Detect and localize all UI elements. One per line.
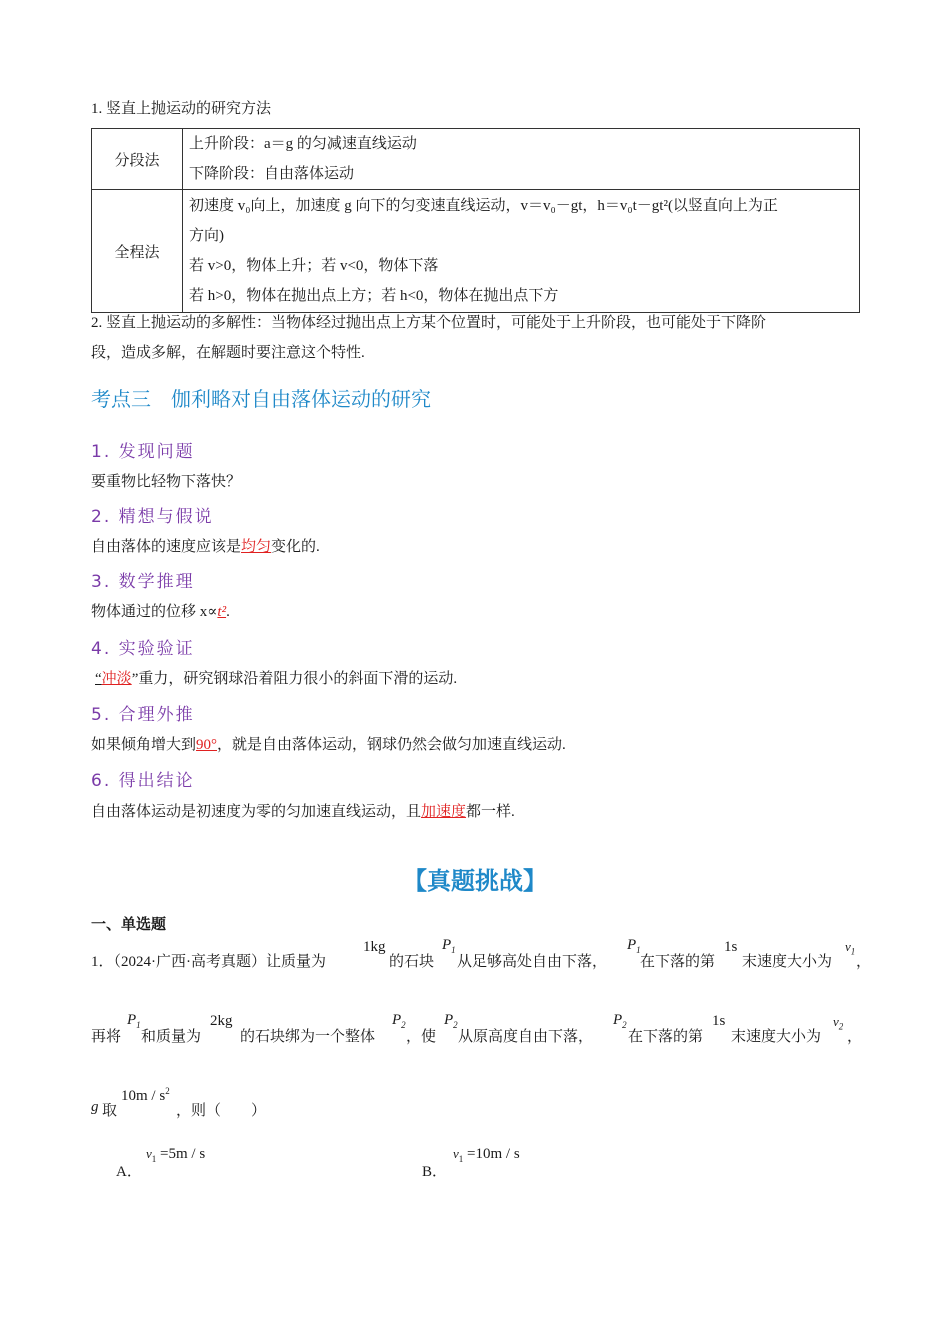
desc-line: 初速度 v₀向上，加速度 g 向下的匀变速直线运动，v＝v₀－gt，h＝v₀t－gt²(以竖直向上为正	[189, 198, 778, 214]
kaodian-item-text	[91, 801, 515, 823]
multi-solution-text-1: 2. 竖直上抛运动的多解性：当物体经过抛出点上方某个位置时，可能处于上升阶段，也可能处于下降阶	[91, 315, 767, 331]
subscript: 1	[136, 1020, 141, 1030]
option-value: =10m / s	[467, 1146, 520, 1162]
kaodian-item-label: 2. 精想与假说	[91, 507, 214, 527]
subscript: 1	[636, 945, 641, 955]
q-text: 再将	[91, 1029, 122, 1045]
p-letter: P	[627, 937, 637, 953]
superscript: 2	[165, 1086, 170, 1096]
time-1s: 1s	[712, 1013, 726, 1029]
q-text: ，使	[406, 1029, 437, 1045]
option-b-label[interactable]: B．	[422, 1164, 448, 1180]
g-value-text: 10m / s	[121, 1088, 166, 1104]
item-text: 要重物比轻物下落快？	[91, 474, 242, 490]
p-letter: P	[613, 1012, 623, 1028]
v-letter: v	[146, 1146, 152, 1161]
kaodian-item-text	[91, 668, 457, 690]
mass-1: 1kg	[363, 939, 386, 955]
q-text: 在下落的第	[628, 1029, 704, 1045]
desc-line: 下降阶段：自由落体运动	[189, 166, 355, 182]
section-label-single-choice: 一、单选题	[91, 915, 167, 933]
p2-symbol	[613, 1012, 627, 1030]
question-1-line-1	[91, 950, 326, 971]
item-text: ，就是自由落体运动，钢球仍然会做匀加速直线运动.	[217, 737, 566, 753]
item-text: 自由落体运动是初速度为零的匀加速直线运动，且	[91, 804, 422, 820]
method-desc	[183, 129, 860, 190]
fill-answer: 均匀	[241, 539, 272, 555]
subscript: 2	[622, 1020, 627, 1030]
kaodian-item-label: 6. 得出结论	[91, 771, 195, 791]
item-text: 如果倾角增大到	[91, 737, 197, 753]
mass-2: 2kg	[210, 1013, 233, 1029]
method-name: 分段法	[92, 129, 183, 190]
subscript: 1	[451, 945, 456, 955]
kaodian-item-text	[91, 536, 320, 558]
v1-symbol	[845, 939, 855, 957]
p-letter: P	[392, 1012, 402, 1028]
subscript: 2	[453, 1020, 458, 1030]
section-heading-methods: 1. 竖直上抛运动的研究方法	[91, 101, 272, 117]
q-text: 1．（2024·广西·高考真题）让质量为	[91, 954, 326, 970]
subscript: 2	[838, 1021, 844, 1032]
p1-symbol	[127, 1012, 141, 1030]
q-text: 在下落的第	[640, 954, 716, 970]
desc-line: 上升阶段：a＝g 的匀减速直线运动	[189, 136, 417, 152]
method-name: 全程法	[92, 190, 183, 313]
q-text: 的石块绑为一个整体	[240, 1029, 376, 1045]
p2-symbol	[444, 1012, 458, 1030]
item-text: ”重力，研究钢球沿着阻力很小的斜面下滑的运动.	[131, 671, 458, 687]
item-text: “	[95, 671, 102, 687]
item-text: 自由落体的速度应该是	[91, 539, 242, 555]
item-text: 都一样.	[466, 804, 515, 820]
p1-symbol	[627, 937, 641, 955]
kaodian-title: 考点三 伽利略对自由落体运动的研究	[91, 387, 431, 411]
subscript: 1	[151, 1154, 157, 1164]
q-text: 末速度大小为	[742, 954, 833, 970]
option-a-label[interactable]: A．	[116, 1164, 142, 1180]
kaodian-item-text	[91, 734, 566, 756]
q-text: 从足够高处自由下落，	[457, 954, 608, 970]
p2-symbol	[392, 1012, 406, 1030]
option-b-expr[interactable]	[453, 1146, 520, 1164]
kaodian-item-label: 4. 实验验证	[91, 639, 195, 659]
fill-answer: 冲淡	[101, 671, 132, 687]
desc-line: 若 v>0，物体上升；若 v<0，物体下落	[189, 258, 439, 274]
q-text: 和质量为	[141, 1029, 202, 1045]
item-text: 变化的.	[271, 539, 320, 555]
time-1s: 1s	[724, 939, 738, 955]
subscript: 2	[401, 1020, 406, 1030]
q-text: 末速度大小为	[731, 1029, 822, 1045]
subscript: 1	[458, 1154, 464, 1164]
option-value: =5m / s	[160, 1146, 206, 1162]
fill-answer: t²	[217, 604, 227, 620]
kaodian-item-label: 5. 合理外推	[91, 705, 195, 725]
q-text: 从原高度自由下落，	[458, 1029, 594, 1045]
q-text: 取	[102, 1103, 118, 1119]
q-text: ，则（ ）	[176, 1103, 267, 1119]
v-letter: v	[845, 939, 851, 954]
p-letter: P	[442, 937, 452, 953]
item-text: .	[226, 604, 230, 620]
fill-answer: 加速度	[421, 804, 467, 820]
option-a-expr[interactable]	[146, 1146, 205, 1164]
desc-line: 若 h>0，物体在抛出点上方；若 h<0，物体在抛出点下方	[189, 288, 559, 304]
desc-line: 方向)	[189, 228, 224, 244]
kaodian-item-label: 1. 发现问题	[91, 442, 195, 462]
subscript: 1	[850, 946, 856, 957]
kaodian-item-text	[91, 601, 230, 623]
v2-symbol	[833, 1014, 843, 1032]
v-letter: v	[833, 1014, 839, 1029]
item-text: 物体通过的位移 x∝	[91, 604, 218, 620]
method-desc	[183, 190, 860, 313]
methods-table	[91, 128, 860, 313]
p-letter: P	[444, 1012, 454, 1028]
multi-solution-text-2: 段，造成多解，在解题时要注意这个特性.	[91, 345, 365, 361]
p-letter: P	[127, 1012, 137, 1028]
kaodian-item-label: 3. 数学推理	[91, 572, 195, 592]
g-value	[121, 1086, 170, 1105]
kaodian-item-text	[91, 471, 241, 493]
fill-answer: 90°	[196, 737, 218, 753]
p1-symbol	[442, 937, 456, 955]
challenge-title: 【真题挑战】	[403, 867, 547, 895]
q-text: 的石块	[389, 954, 435, 970]
q-text: ，	[847, 1029, 863, 1045]
v-letter: v	[453, 1146, 459, 1161]
g-symbol: g	[91, 1099, 99, 1115]
q-text: ，	[856, 954, 872, 970]
